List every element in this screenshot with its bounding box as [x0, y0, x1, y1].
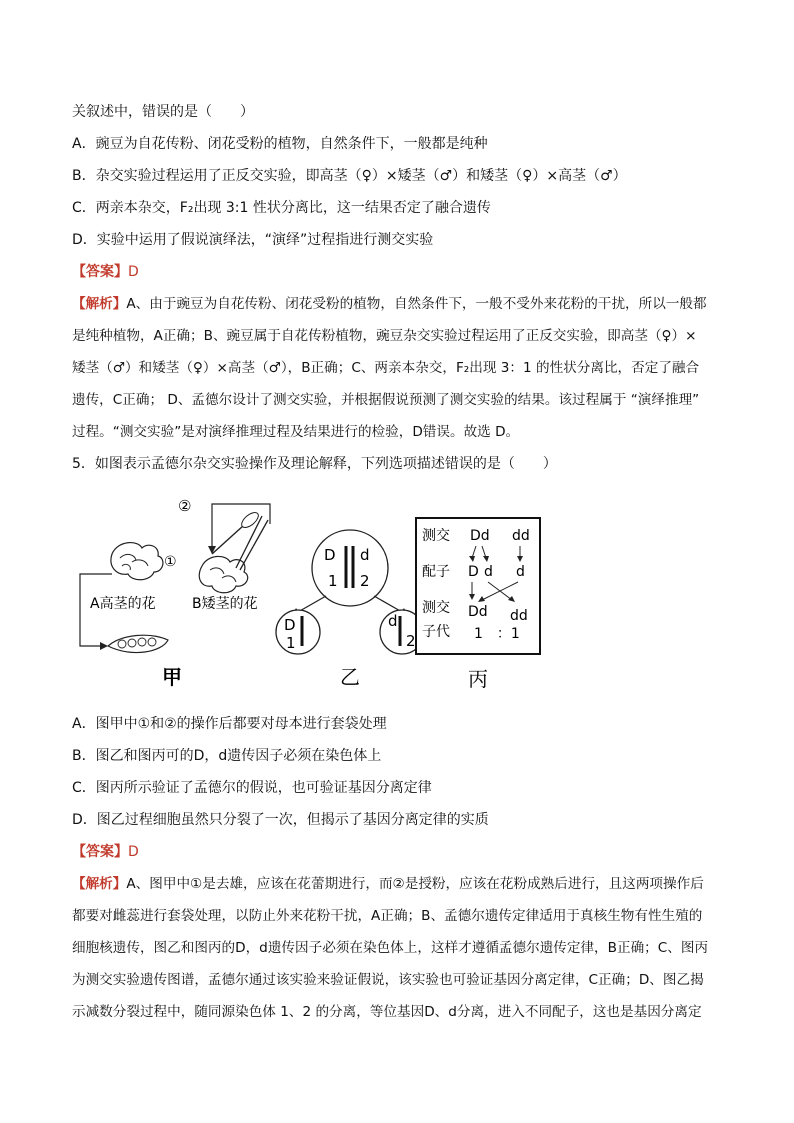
- svg-text:d: d: [388, 612, 398, 630]
- question-4-analysis-line-5: 过程。“测交实验”是对演绎推理过程及结果进行的检验，D错误。故选 D。: [72, 424, 520, 440]
- flower-b-label: B矮茎的花: [192, 596, 258, 612]
- arrow-2-head: [208, 546, 216, 554]
- analysis-label: 【解析】: [72, 876, 127, 892]
- svg-text:dd: dd: [512, 528, 530, 544]
- question-4-analysis-line-3: 矮茎（♂）和矮茎（♀）×高茎（♂），B正确；C、两亲本杂交，F₂出现 3：1 的性状分离比，否定了融合: [72, 360, 700, 376]
- svg-text:d: d: [516, 564, 525, 580]
- figure-yi: [276, 530, 424, 689]
- svg-text:D: D: [468, 564, 479, 580]
- flower-a-icon: [92, 543, 163, 580]
- pea-pod-icon: [108, 635, 168, 652]
- svg-text:D: D: [284, 616, 296, 634]
- svg-text:子代: 子代: [422, 624, 450, 640]
- caption-jia: 甲: [162, 665, 182, 689]
- daughter-cell-left: [276, 610, 320, 654]
- analysis-label: 【解析】: [72, 296, 127, 312]
- svg-text:测交: 测交: [422, 528, 450, 544]
- question-4-option-a: A．豌豆为自花传粉、闭花受粉的植物，自然条件下，一般都是纯种: [72, 136, 488, 152]
- question-4-analysis-line-2: 是纯种植物，A正确；B、豌豆属于自花传粉植物，豌豆杂交实验过程运用了正反交实验，即高茎（♀）×: [72, 328, 697, 344]
- question-5-stem: 5．如图表示孟德尔杂交实验操作及理论解释，下列选项描述错误的是（ ）: [72, 456, 557, 472]
- question-4-analysis-line-4: 遗传，C正确； D、孟德尔设计了测交实验，并根据假说预测了测交实验的结果。该过程属于 “演绎推理”: [72, 392, 700, 408]
- question-5-option-c: C．图丙所示验证了孟德尔的假说，也可验证基因分离定律: [72, 780, 432, 796]
- flower-b-icon: [199, 516, 268, 593]
- answer-value: D: [128, 844, 139, 860]
- arrow-2-line: [212, 504, 270, 524]
- figure-jia: [80, 497, 270, 689]
- parent-cell: [312, 530, 388, 606]
- question-5-analysis-line-4: 为测交实验遗传图谱，孟德尔通过该实验来验证假说，该实验也可验证基因分离定律，C正确；D、图乙揭: [72, 972, 704, 988]
- svg-text:d: d: [360, 546, 370, 564]
- svg-text:Dd: Dd: [468, 604, 488, 620]
- caption-bing: 丙: [468, 667, 488, 691]
- question-5-answer: [72, 842, 736, 862]
- question-4-option-d: D．实验中运用了假说演绎法，“演绎”过程指进行测交实验: [72, 232, 434, 248]
- question-5-option-d: D．图乙过程细胞虽然只分裂了一次，但揭示了基因分离定律的实质: [72, 812, 489, 828]
- answer-label: 【答案】: [72, 264, 128, 280]
- circle-1-label: ①: [164, 554, 177, 570]
- svg-text:1 ：1: 1 ：1: [474, 626, 520, 642]
- svg-text:Dd: Dd: [470, 528, 490, 544]
- svg-text:测交: 测交: [422, 600, 450, 616]
- svg-text:1: 1: [286, 634, 296, 652]
- mendel-figure: [72, 496, 542, 696]
- flower-a-label: A高茎的花: [90, 596, 156, 612]
- figure-bing: [416, 518, 540, 691]
- svg-text:D: D: [324, 546, 336, 564]
- question-5-analysis-line-3: 细胞核遗传，图乙和图丙的D，d遗传因子必须在染色体上，这样才遵循孟德尔遗传定律，B正确；C、图丙: [72, 940, 709, 956]
- svg-text:d: d: [484, 564, 493, 580]
- question-5-analysis-line-1: 【解析】A、图甲中①是去雄，应该在花蕾期进行，而②是授粉，应该在花粉成熟后进行，且这两项操作后: [72, 876, 704, 892]
- question-4-option-b: B．杂交实验过程运用了正反交实验，即高茎（♀）×矮茎（♂）和矮茎（♀）×高茎（♂）: [72, 168, 627, 184]
- question-4-stem: 关叙述中，错误的是（ ）: [72, 104, 254, 120]
- svg-text:2: 2: [360, 572, 370, 590]
- svg-text:1: 1: [328, 572, 338, 590]
- answer-label: 【答案】: [72, 844, 128, 860]
- svg-text:配子: 配子: [422, 564, 450, 580]
- question-5-analysis-line-2: 都要对雌蕊进行套袋处理，以防止外来花粉干扰，A正确；B、孟德尔遗传定律适用于真核生物有性生殖的: [72, 908, 703, 924]
- svg-text:2: 2: [406, 632, 416, 650]
- question-5-analysis-line-5: 示减数分裂过程中，随同源染色体 1、2 的分离，等位基因D、d分离，进入不同配子，这也是基因分离定: [72, 1004, 702, 1020]
- circle-2-label: ②: [178, 497, 192, 515]
- question-4-option-c: C．两亲本杂交，F₂出现 3:1 性状分离比，这一结果否定了融合遗传: [72, 200, 491, 216]
- question-4-answer: [72, 262, 736, 282]
- arrow-to-pod-head: [100, 642, 108, 650]
- question-5-option-a: A．图甲中①和②的操作后都要对母本进行套袋处理: [72, 716, 387, 732]
- caption-yi: 乙: [340, 665, 360, 689]
- question-5-option-b: B．图乙和图丙可的D，d遗传因子必须在染色体上: [72, 748, 382, 764]
- answer-value: D: [128, 264, 139, 280]
- svg-text:dd: dd: [510, 608, 528, 624]
- question-4-analysis-line-1: 【解析】A、由于豌豆为自花传粉、闭花受粉的植物，自然条件下，一般不受外来花粉的干扰，所以一般都: [72, 296, 707, 312]
